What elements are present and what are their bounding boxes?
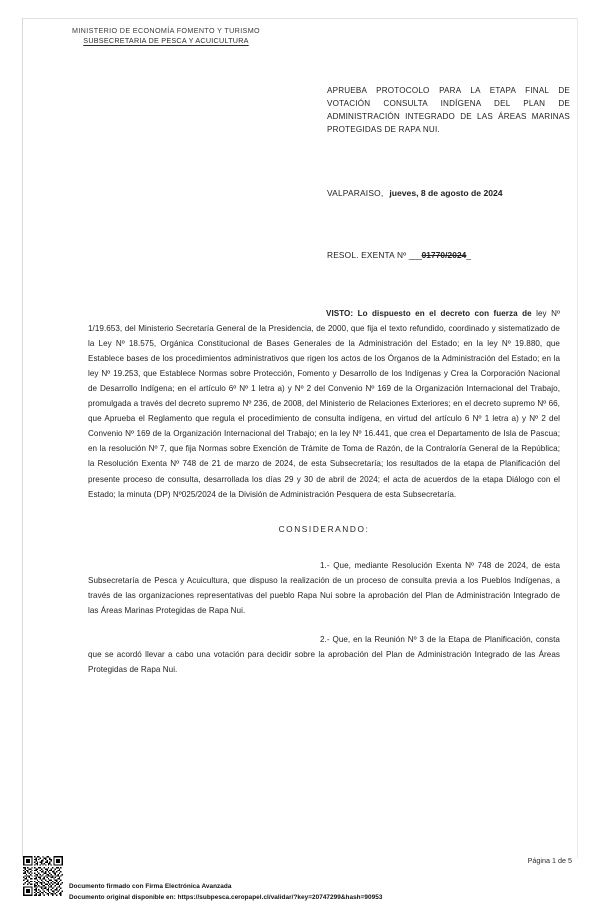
resolution-trailing-dash: _: [466, 250, 471, 260]
resolution-dashes: ___: [408, 250, 422, 260]
visto-text: ley Nº 1/19.653, del Ministerio Secretaría General de la Presidencia, de 2000, que fija el texto refundido, coordinado y sistematizado de la Ley Nº 18.575, Orgánica Constitucional de Bases Generales de la Administración del Estado; en la ley Nº 19.880, que Establece bases de los procedimientos administrativos que rigen los actos de los Órganos de la Administración del Estado; en la ley Nº 19.253, que Establece Normas sobre Protección, Fomento y Desarrollo de los Indígenas y Crea la Corporación Nacional de Desarrollo Indígena; en el artículo 6º Nº 1 letra a) y Nº 2 del Convenio Nº 169 de la Organización Internacional del Trabajo, promulgada a través del decreto supremo Nº 236, de 2008, del Ministerio de Relaciones Exteriores; en el decreto supremo Nº 66, que Aprueba el Reglamento que regula el procedimiento de consulta indígena, en virtud del artículo 6 Nº 1 letra a) y Nº 2 del Convenio Nº 169 de la Organización Internacional del Trabajo; en la ley Nº 16.441, que crea el Departamento de Isla de Pascua; en la resolución Nº 7, que fija Normas sobre Exención de Trámite de Toma de Razón, de la Contraloría General de la República; la Resolución Exenta Nº 748 de 21 de marzo de 2024, de esta Subsecretaría; los resultados de la etapa de Planificación del presente proceso de consulta, desarrollada los días 29 y 30 de abril de 2024; el acta de acuerdos de la etapa Diálogo con el Estado; la minuta (DP) Nº025/2024 de la División de Administración Pesquera de esta Subsecretaría.: [88, 309, 560, 499]
considerando-item-1: [88, 558, 560, 618]
considerando-item-2: [88, 632, 560, 677]
page-border-top: [22, 18, 578, 19]
electronic-signature-footer: [69, 881, 382, 903]
letterhead: [36, 26, 296, 45]
resolution-label: RESOL. EXENTA Nº: [327, 250, 407, 260]
visto-lead: VISTO: Lo dispuesto en el decreto con fuerza de: [326, 309, 532, 318]
item-1-lead: 1.- Que, mediante Resolución Exenta Nº 748 de: [320, 560, 505, 570]
signature-line-1: Documento firmado con Firma Electrónica Avanzada: [69, 883, 232, 890]
place-and-date: [327, 188, 503, 198]
resolution-number: 01770/2024: [421, 250, 467, 260]
date-text: jueves, 8 de agosto de 2024: [389, 188, 503, 198]
qr-code-icon: [23, 856, 63, 896]
page-border-left: [22, 18, 23, 858]
page-border-right: [577, 18, 578, 858]
item-1-text: 2024, de esta Subsecretaría de Pesca y Acuicultura, que dispuso la realización de un proceso de consulta previa a los Pueblos Indígenas, a través de las organizaciones representativas del pueblo Rapa Nui sobre la aprobación del Plan de Administración Integrado de las Áreas Marinas Protegidas de Rapa Nui.: [88, 560, 561, 615]
item-2-text: Planificación, consta que se acordó llevar a cabo una votación para decidir sobre la aprobación del Plan de Administración Integrado de las Áreas Protegidas de Rapa Nui.: [88, 634, 560, 674]
document-title: APRUEBA PROTOCOLO PARA LA ETAPA FINAL DE VOTACIÓN CONSULTA INDÍGENA DEL PLAN DE ADMINISTRACIÓN INTEGRADO DE LAS ÁREAS MARINAS PROTEGIDAS DE RAPA NUI.: [327, 86, 570, 135]
document-body: [88, 306, 560, 691]
subsecretary-name: SUBSECRETARIA DE PESCA Y ACUICULTURA: [83, 36, 249, 45]
visto-paragraph: [88, 306, 560, 502]
place-text: VALPARAISO,: [327, 188, 384, 198]
ministry-name: MINISTERIO DE ECONOMÍA FOMENTO Y TURISMO: [72, 26, 260, 35]
page-number: Página 1 de 5: [527, 856, 572, 865]
signature-line-2: Documento original disponible en: https://subpesca.ceropapel.cl/validar/?key=20747299&hash=90953: [69, 894, 383, 902]
resolution-number-line: [327, 250, 471, 260]
item-2-lead: 2.- Que, en la Reunión Nº 3 de la Etapa de: [320, 634, 482, 644]
considerando-heading: CONSIDERANDO:: [278, 523, 370, 534]
